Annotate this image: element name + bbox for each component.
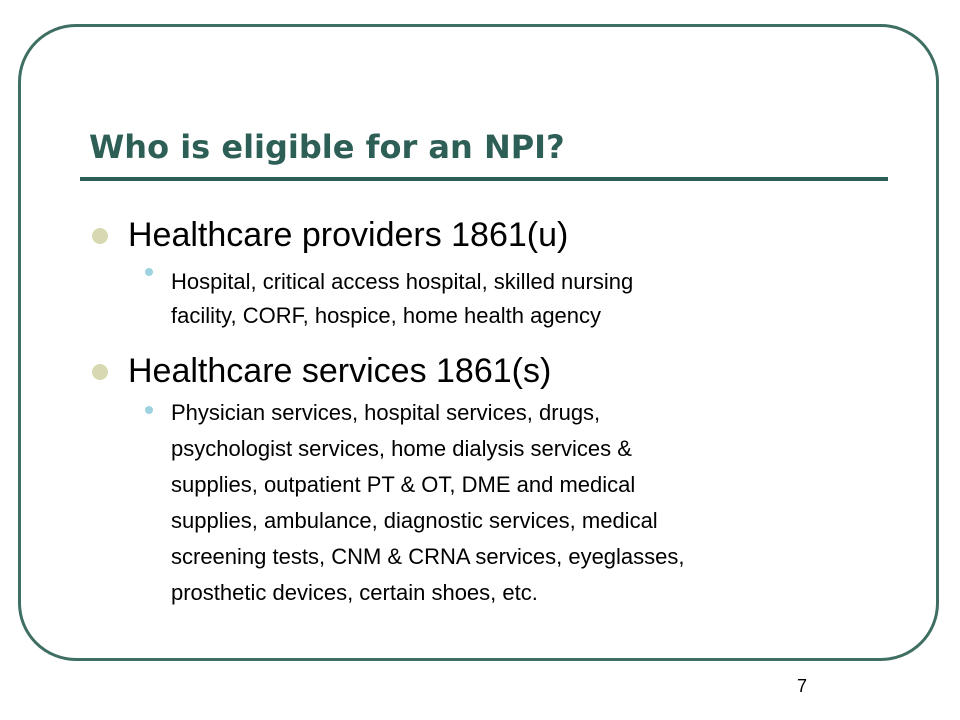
slide-title: Who is eligible for an NPI? — [89, 128, 565, 166]
title-underline — [80, 177, 888, 181]
bullet-detail-line: supplies, ambulance, diagnostic services, medical — [171, 508, 658, 533]
sub-bullet-dot-icon — [145, 268, 153, 276]
bullet-heading: Healthcare providers 1861(u) — [128, 216, 569, 254]
bullet-detail-line: psychologist services, home dialysis services & — [171, 436, 632, 461]
bullet-detail-line: supplies, outpatient PT & OT, DME and medical — [171, 472, 636, 497]
sub-bullet-dot-icon — [145, 406, 153, 414]
bullet-detail-line: Hospital, critical access hospital, skilled nursing — [171, 269, 634, 294]
bullet-dot-icon — [92, 364, 108, 380]
bullet-detail-line: prosthetic devices, certain shoes, etc. — [171, 580, 538, 605]
bullet-heading: Healthcare services 1861(s) — [128, 352, 552, 390]
bullet-detail-line: facility, CORF, hospice, home health agency — [171, 303, 602, 328]
bullet-detail-line: Physician services, hospital services, drugs, — [171, 400, 601, 425]
bullet-dot-icon — [92, 228, 108, 244]
bullet-detail-line: screening tests, CNM & CRNA services, eyeglasses, — [171, 544, 685, 569]
page-number: 7 — [797, 676, 808, 696]
